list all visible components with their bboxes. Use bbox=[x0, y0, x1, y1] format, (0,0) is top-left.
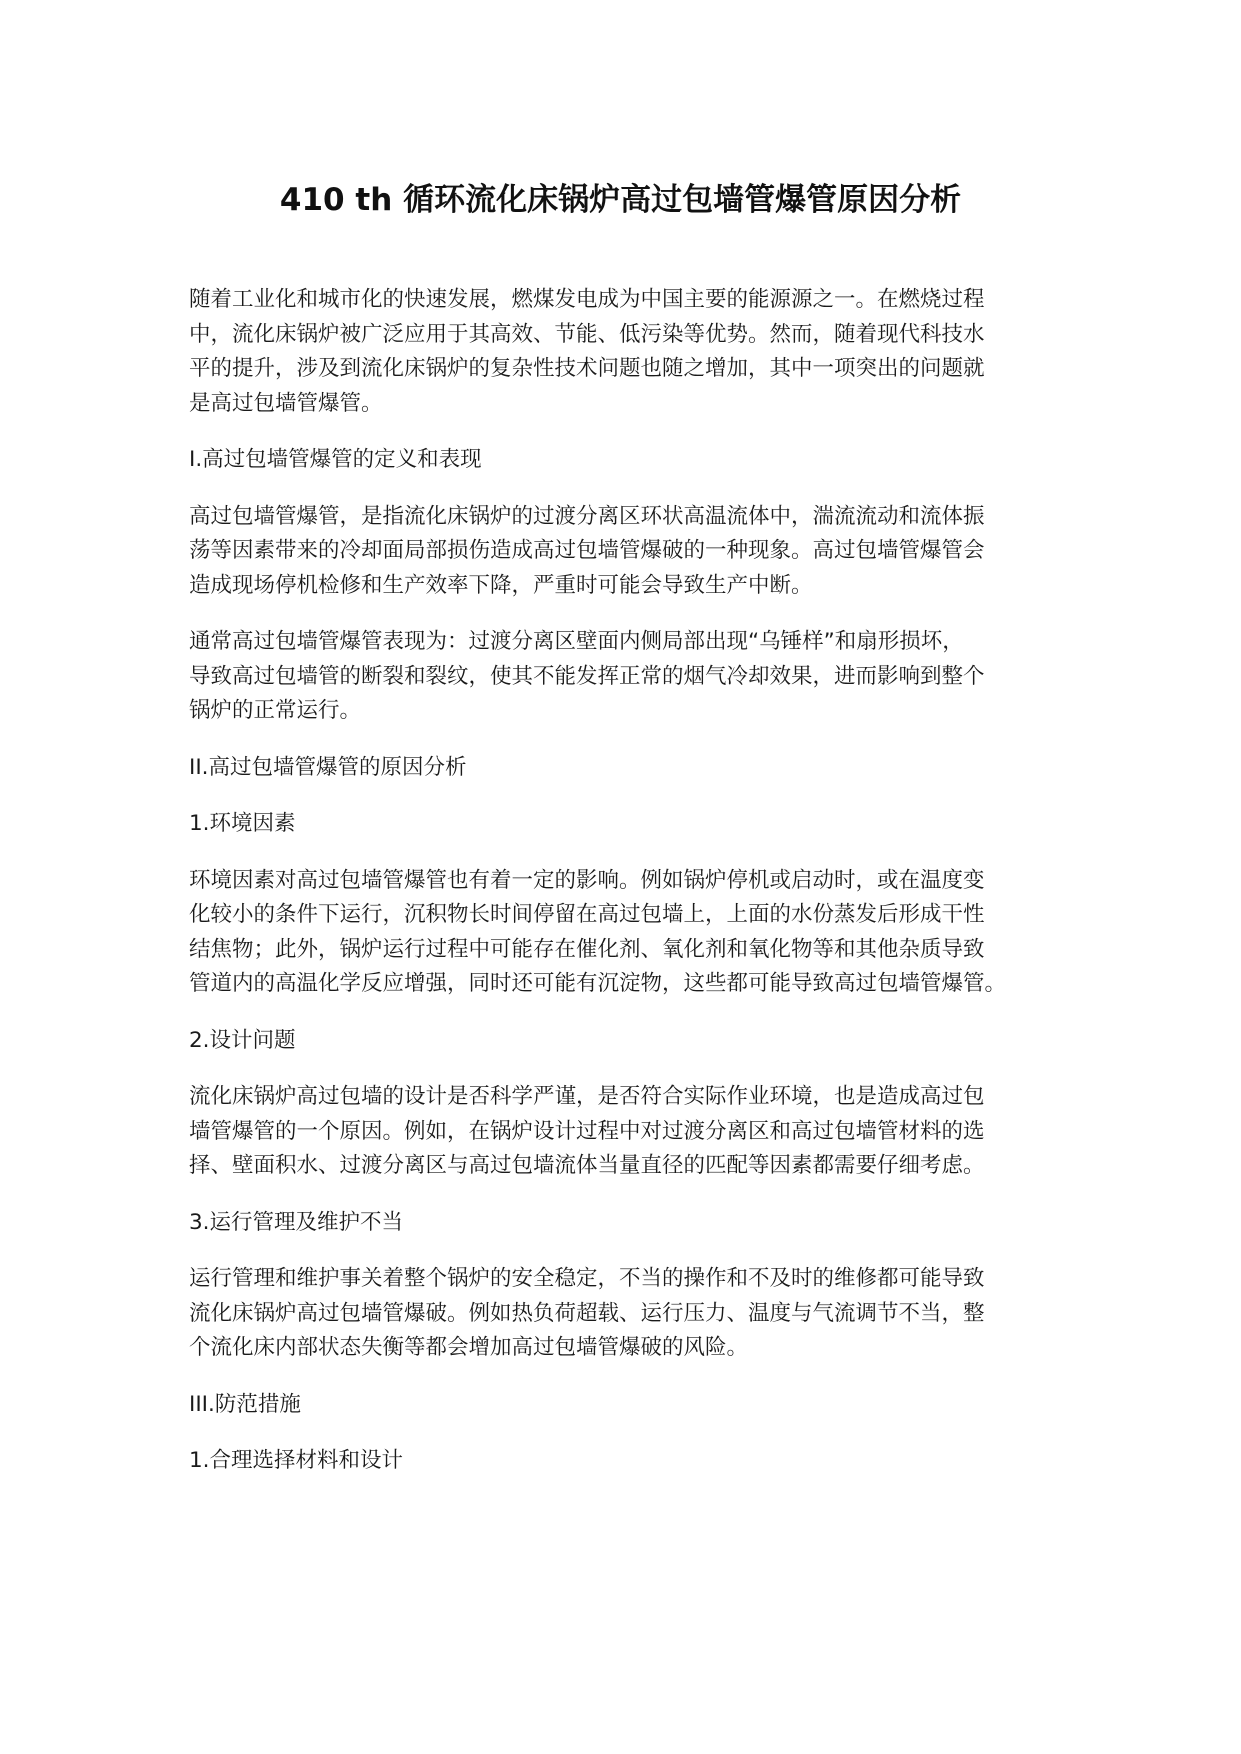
section-heading: 1.合理选择材料和设计 bbox=[189, 1448, 404, 1473]
paragraph-line: 个流化床内部状态失衡等都会增加高过包墙管爆破的风险。 bbox=[189, 1335, 749, 1360]
paragraph-line: 运行管理和维护事关着整个锅炉的安全稳定，不当的操作和不及时的维修都可能导致 bbox=[189, 1266, 985, 1291]
paragraph-line: 平的提升，涉及到流化床锅炉的复杂性技术问题也随之增加，其中一项突出的问题就 bbox=[189, 356, 985, 381]
paragraph-line: 流化床锅炉高过包墙管爆破。例如热负荷超载、运行压力、温度与气流调节不当，整 bbox=[189, 1300, 985, 1326]
paragraph bbox=[189, 625, 1071, 729]
paragraph-line: 随着工业化和城市化的快速发展，燃煤发电成为中国主要的能源源之一。在燃烧过程 bbox=[189, 287, 985, 312]
paragraph-line: 是高过包墙管爆管。 bbox=[189, 390, 383, 416]
document-body bbox=[189, 283, 1071, 1501]
paragraph-line: 化较小的条件下运行，沉积物长时间停留在高过包墙上，上面的水份蒸发后形成干性 bbox=[189, 902, 985, 927]
paragraph bbox=[189, 283, 1071, 421]
paragraph-line: 高过包墙管爆管，是指流化床锅炉的过渡分离区环状高温流体中，湍流流动和流体振 bbox=[189, 503, 985, 529]
paragraph bbox=[189, 1080, 1071, 1184]
section-heading: III.防范措施 bbox=[189, 1391, 301, 1417]
paragraph bbox=[189, 500, 1071, 604]
paragraph-line: 锅炉的正常运行。 bbox=[189, 698, 362, 723]
document-title: 410 th 循环流化床锅炉高过包墙管爆管原因分析 bbox=[279, 182, 962, 218]
paragraph-line: 中，流化床锅炉被广泛应用于其高效、节能、低污染等优势。然而，随着现代科技水 bbox=[189, 321, 985, 347]
paragraph-line: 管道内的高温化学反应增强，同时还可能有沉淀物，这些都可能导致高过包墙管爆管。 bbox=[189, 971, 1007, 996]
paragraph-line: 造成现场停机检修和生产效率下降，严重时可能会导致生产中断。 bbox=[189, 572, 813, 598]
paragraph bbox=[189, 1262, 1071, 1366]
section-heading: I.高过包墙管爆管的定义和表现 bbox=[189, 447, 482, 472]
paragraph-line: 环境因素对高过包墙管爆管也有着一定的影响。例如锅炉停机或启动时，或在温度变 bbox=[189, 867, 985, 893]
paragraph-line: 择、壁面积水、过渡分离区与高过包墙流体当量直径的匹配等因素都需要仔细考虑。 bbox=[189, 1153, 985, 1178]
paragraph-line: 墙管爆管的一个原因。例如，在锅炉设计过程中对过渡分离区和高过包墙管材料的选 bbox=[189, 1118, 985, 1144]
paragraph-line: 流化床锅炉高过包墙的设计是否科学严谨，是否符合实际作业环境，也是造成高过包 bbox=[189, 1084, 985, 1109]
paragraph-line: 荡等因素带来的冷却面局部损伤造成高过包墙管爆破的一种现象。高过包墙管爆管会 bbox=[189, 538, 985, 563]
section-heading: 3.运行管理及维护不当 bbox=[189, 1209, 404, 1235]
section-heading: 1.环境因素 bbox=[189, 811, 296, 836]
paragraph bbox=[189, 864, 1071, 1002]
paragraph-line: 结焦物；此外，锅炉运行过程中可能存在催化剂、氧化剂和氧化物等和其他杂质导致 bbox=[189, 936, 985, 962]
section-heading: II.高过包墙管爆管的原因分析 bbox=[189, 754, 467, 780]
section-heading: 2.设计问题 bbox=[189, 1027, 296, 1053]
paragraph-line: 导致高过包墙管的断裂和裂纹，使其不能发挥正常的烟气冷却效果，进而影响到整个 bbox=[189, 663, 985, 689]
paragraph-line: 通常高过包墙管爆管表现为：过渡分离区壁面内侧局部出现“乌锤样”和扇形损坏， bbox=[189, 629, 964, 654]
